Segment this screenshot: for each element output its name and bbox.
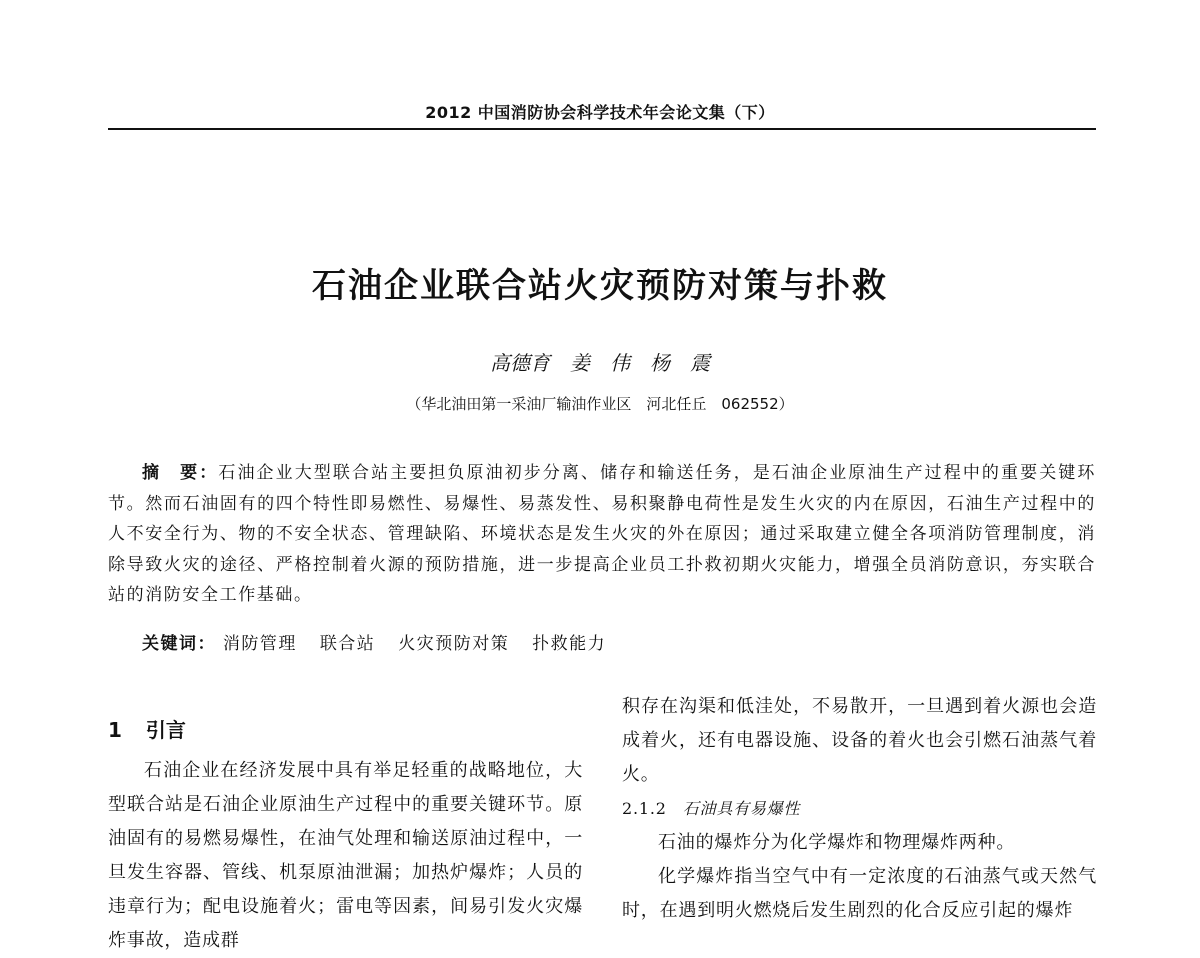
authors: 高德育 姜 伟 杨 震 <box>490 351 710 375</box>
section-number: 1 <box>108 718 122 742</box>
affiliation: （华北油田第一采油厂输油作业区 河北任丘 062552） <box>406 395 794 413</box>
keyword: 消防管理 <box>222 634 297 654</box>
running-head: 2012 中国消防协会科学技术年会论文集（下） <box>425 103 775 122</box>
right-column <box>622 690 1097 928</box>
keyword: 火灾预防对策 <box>398 634 510 654</box>
left-column <box>108 754 583 958</box>
abstract-label: 摘 要： <box>142 463 219 483</box>
subsection-number: 2.1.2 <box>622 799 667 818</box>
keywords <box>142 629 622 654</box>
subsection-heading <box>622 792 1097 826</box>
intro-paragraph: 石油企业在经济发展中具有举足轻重的战略地位，大型联合站是石油企业原油生产过程中的重要关键环节。原油固有的易燃易爆性，在油气处理和输送原油过程中，一旦发生容器、管线、机泵原油泄漏；加热炉爆炸；人员的违章行为；配电设施着火；雷电等因素，间易引发火灾爆炸事故，造成群 <box>108 760 583 951</box>
header-rule <box>108 128 1096 130</box>
section-heading <box>108 714 186 743</box>
abstract <box>108 458 1096 611</box>
body-paragraph: 化学爆炸指当空气中有一定浓度的石油蒸气或天然气时，在遇到明火燃烧后发生剧烈的化合反应引起的爆炸 <box>622 866 1097 921</box>
body-paragraph: 石油的爆炸分为化学爆炸和物理爆炸两种。 <box>658 832 1016 853</box>
section-title: 引言 <box>145 718 186 742</box>
abstract-text: 石油企业大型联合站主要担负原油初步分离、储存和输送任务，是石油企业原油生产过程中的重要关键环节。然而石油固有的四个特性即易燃性、易爆性、易蒸发性、易积聚静电荷性是发生火灾的内在原因，石油生产过程中的人不安全行为、物的不安全状态、管理缺陷、环境状态是发生火灾的外在原因；通过采取建立健全各项消防管理制度，消除导致火灾的途径、严格控制着火源的预防措施，进一步提高企业员工扑救初期火灾能力，增强全员消防意识，夯实联合站的消防安全工作基础。 <box>108 463 1096 605</box>
subsection-title: 石油具有易爆性 <box>682 799 801 818</box>
keyword: 扑救能力 <box>532 634 607 654</box>
paper-title: 石油企业联合站火灾预防对策与扑救 <box>312 266 888 306</box>
keyword: 联合站 <box>319 634 376 654</box>
continuation-paragraph: 积存在沟渠和低洼处，不易散开，一旦遇到着火源也会造成着火，还有电器设施、设备的着火也会引燃石油蒸气着火。 <box>622 696 1097 785</box>
keywords-label: 关键词： <box>142 634 216 654</box>
